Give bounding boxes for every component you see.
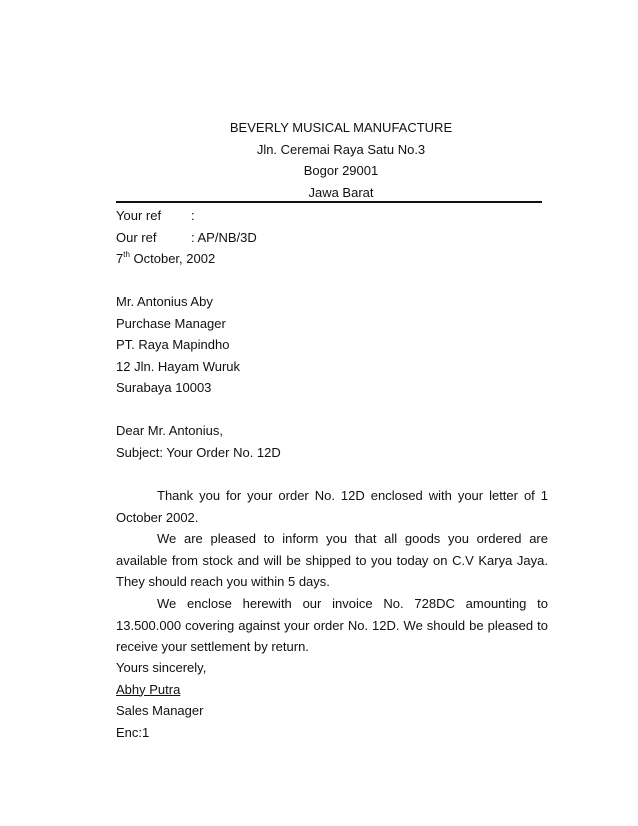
recipient-city: Surabaya 10003 [116,380,212,396]
salutation-block [116,420,556,463]
reference-block [116,205,556,270]
body-paragraph-3: We enclose herewith our invoice No. 728DC amounting to 13.500.000 covering against your order No. 12D. We should be pleased to receive your settlement by return. [116,595,548,655]
letter-date [116,248,556,270]
company-city: Bogor 29001 [303,163,379,178]
recipient-street: 12 Jln. Hayam Wuruk [116,358,241,374]
date-suffix: th [123,249,130,259]
your-ref-label: Your ref [116,208,162,223]
your-ref-row [116,205,556,227]
your-ref-value: : [191,208,195,223]
our-ref-label: Our ref [116,229,157,245]
body-paragraph-1: Thank you for your order No. 12D enclosed with your letter of 1 October 2002. [116,488,548,525]
recipient-address [116,291,556,399]
letterhead [186,117,496,203]
subject-line: Subject: Your Order No. 12D [116,444,281,460]
closing-block [116,657,556,743]
letterhead-divider [116,201,542,203]
date-rest: October, 2002 [129,251,216,267]
signer-name: Abhy Putra [116,681,181,697]
recipient-company: PT. Raya Mapindho [116,337,230,353]
recipient-name: Mr. Antonius Aby [116,294,213,309]
letter-body [116,485,556,658]
signer-title: Sales Manager [116,703,204,719]
company-province: Jawa Barat [308,184,374,200]
date-day: 7 [116,251,124,267]
our-ref-value: : AP/NB/3D [191,229,257,245]
body-paragraph-2: We are pleased to inform you that all goods you ordered are available from stock and will be shipped to you today on C.V Karya Jaya. They should reach you within 5 days. [116,531,548,590]
salutation: Dear Mr. Antonius, [116,423,223,438]
enclosure-note: Enc:1 [116,724,150,740]
company-street: Jln. Ceremai Raya Satu No.3 [256,141,426,157]
our-ref-row [116,227,556,249]
valediction: Yours sincerely, [116,660,207,675]
recipient-title: Purchase Manager [116,315,226,331]
company-name: BEVERLY MUSICAL MANUFACTURE [229,120,453,135]
